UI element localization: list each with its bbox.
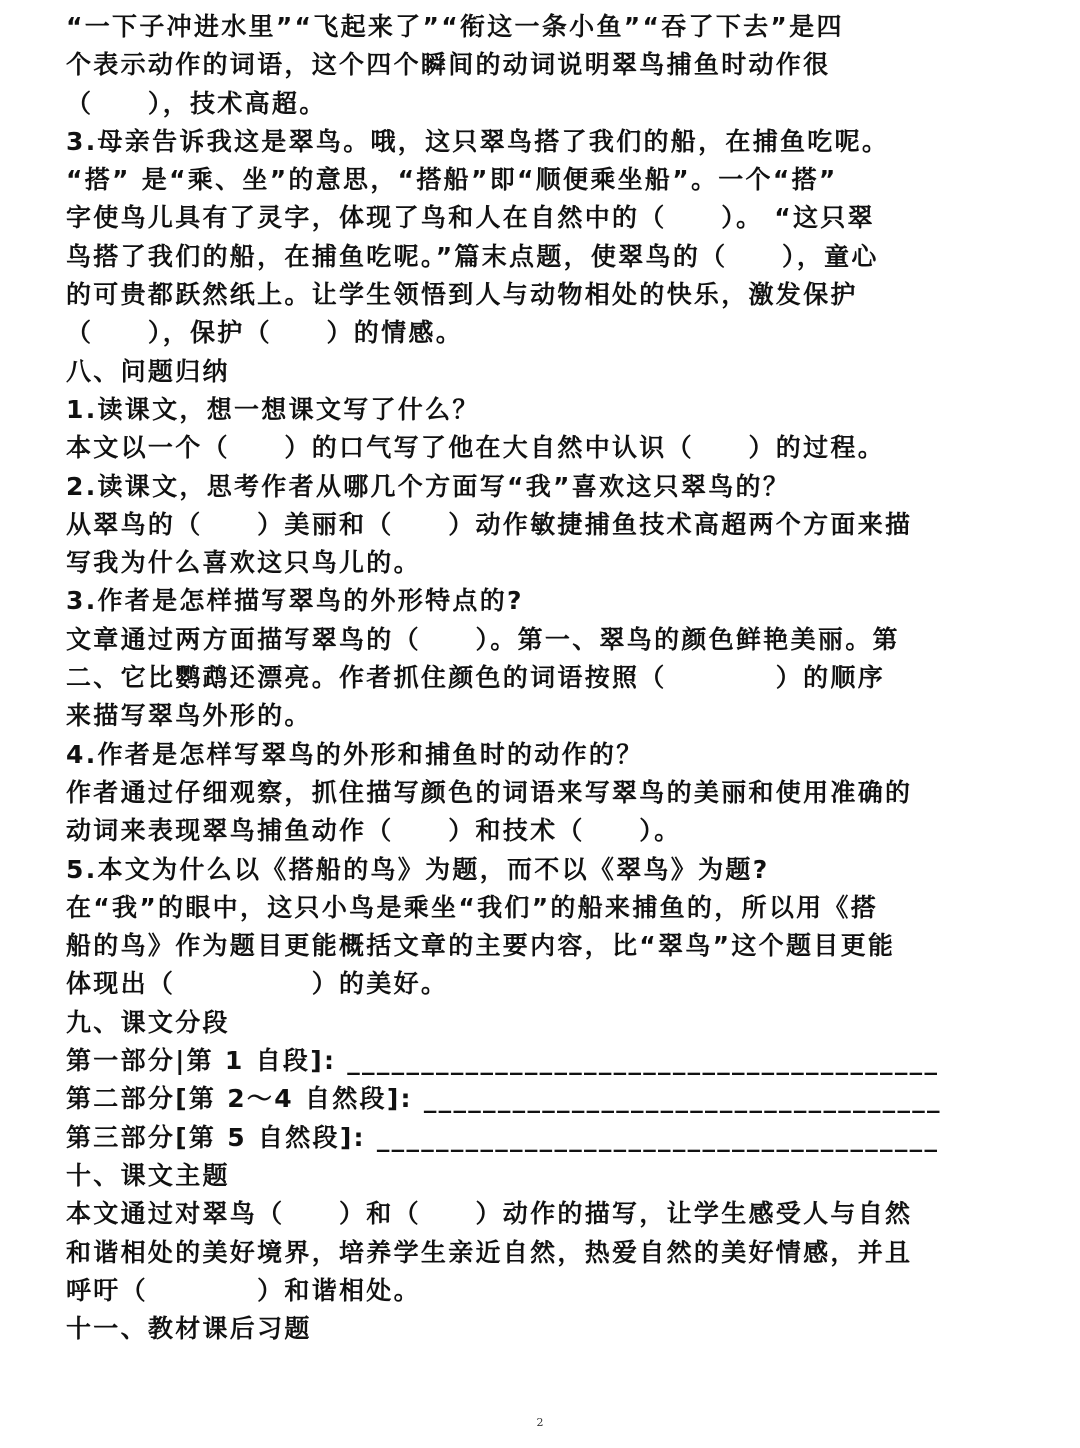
text-line: 字使鸟儿具有了灵字，体现了鸟和人在自然中的（ ）。 “这只翠 xyxy=(66,203,875,233)
text-line: 体现出（ ）的美好。 xyxy=(66,969,449,999)
document-body xyxy=(66,8,1016,1348)
text-line: （ ），保护（ ）的情感。 xyxy=(66,318,464,348)
segment-line-2: 第二部分[第 2～4 自然段]: ___________________________________ xyxy=(66,1084,942,1114)
text-line: 呼吁（ ）和谐相处。 xyxy=(66,1275,421,1305)
question-line: 5.本文为什么以《搭船的鸟》为题，而不以《翠鸟》为题? xyxy=(66,854,770,884)
text-line: 文章通过两方面描写翠鸟的（ ）。第一、翠鸟的颜色鲜艳美丽。第 xyxy=(66,624,900,654)
text-line: 写我为什么喜欢这只鸟儿的。 xyxy=(66,548,421,578)
section-heading-8: 八、问题归纳 xyxy=(66,356,230,386)
segment-line-1: 第一部分|第 1 自段]: ________________________________________ xyxy=(66,1046,940,1076)
question-line: 3.作者是怎样描写翠鸟的外形特点的? xyxy=(66,586,524,616)
text-line: 的可贵都跃然纸上。让学生领悟到人与动物相处的快乐，激发保护 xyxy=(66,280,858,310)
text-line: 本文通过对翠鸟（ ）和（ ）动作的描写，让学生感受人与自然 xyxy=(66,1199,913,1229)
question-line: 3.母亲告诉我这是翠鸟。哦，这只翠鸟搭了我们的船，在捕鱼吃呢。 xyxy=(66,126,890,156)
text-line: “一下子冲进水里”“飞起来了”“衔这一条小鱼”“吞了下去”是四 xyxy=(66,12,844,41)
page-number: 2 xyxy=(536,1416,544,1429)
text-line: 鸟搭了我们的船，在捕鱼吃呢。”篇末点题，使翠鸟的（ ），童心 xyxy=(66,241,879,271)
question-line: 1.读课文，想一想课文写了什么？ xyxy=(66,394,480,424)
question-line: 2.读课文，思考作者从哪几个方面写“我”喜欢这只翠鸟的？ xyxy=(66,471,791,501)
text-line: 作者通过仔细观察，抓住描写颜色的词语来写翠鸟的美丽和使用准确的 xyxy=(66,777,913,807)
question-line: 4.作者是怎样写翠鸟的外形和捕鱼时的动作的？ xyxy=(66,739,644,769)
segment-line-3: 第三部分[第 5 自然段]: ______________________________________ xyxy=(66,1122,940,1152)
text-line: 从翠鸟的（ ）美丽和（ ）动作敏捷捕鱼技术高超两个方面来描 xyxy=(66,509,913,539)
text-line: 本文以一个（ ）的口气写了他在大自然中认识（ ）的过程。 xyxy=(66,433,886,463)
text-line: 个表示动作的词语，这个四个瞬间的动词说明翠鸟捕鱼时动作很 xyxy=(66,50,831,80)
text-line: 在“我”的眼中，这只小鸟是乘坐“我们”的船来捕鱼的，所以用《搭 xyxy=(66,892,879,922)
text-line: “搭” 是“乘、坐”的意思，“搭船”即“顺便乘坐船”。一个“搭” xyxy=(66,165,838,195)
text-line: 二、它比鹦鹉还漂亮。作者抓住颜色的词语按照（ ）的顺序 xyxy=(66,663,886,693)
section-heading-10: 十、课文主题 xyxy=(66,1160,230,1190)
text-line: 动词来表现翠鸟捕鱼动作（ ）和技术（ ）。 xyxy=(66,816,682,846)
text-line: 和谐相处的美好境界，培养学生亲近自然，热爱自然的美好情感，并且 xyxy=(66,1237,913,1267)
text-line: 船的鸟》作为题目更能概括文章的主要内容，比“翠鸟”这个题目更能 xyxy=(66,931,896,961)
text-line: （ ），技术高超。 xyxy=(66,88,327,118)
text-line: 来描写翠鸟外形的。 xyxy=(66,701,312,731)
section-heading-11: 十一、教材课后习题 xyxy=(66,1314,312,1344)
section-heading-9: 九、课文分段 xyxy=(66,1007,230,1037)
